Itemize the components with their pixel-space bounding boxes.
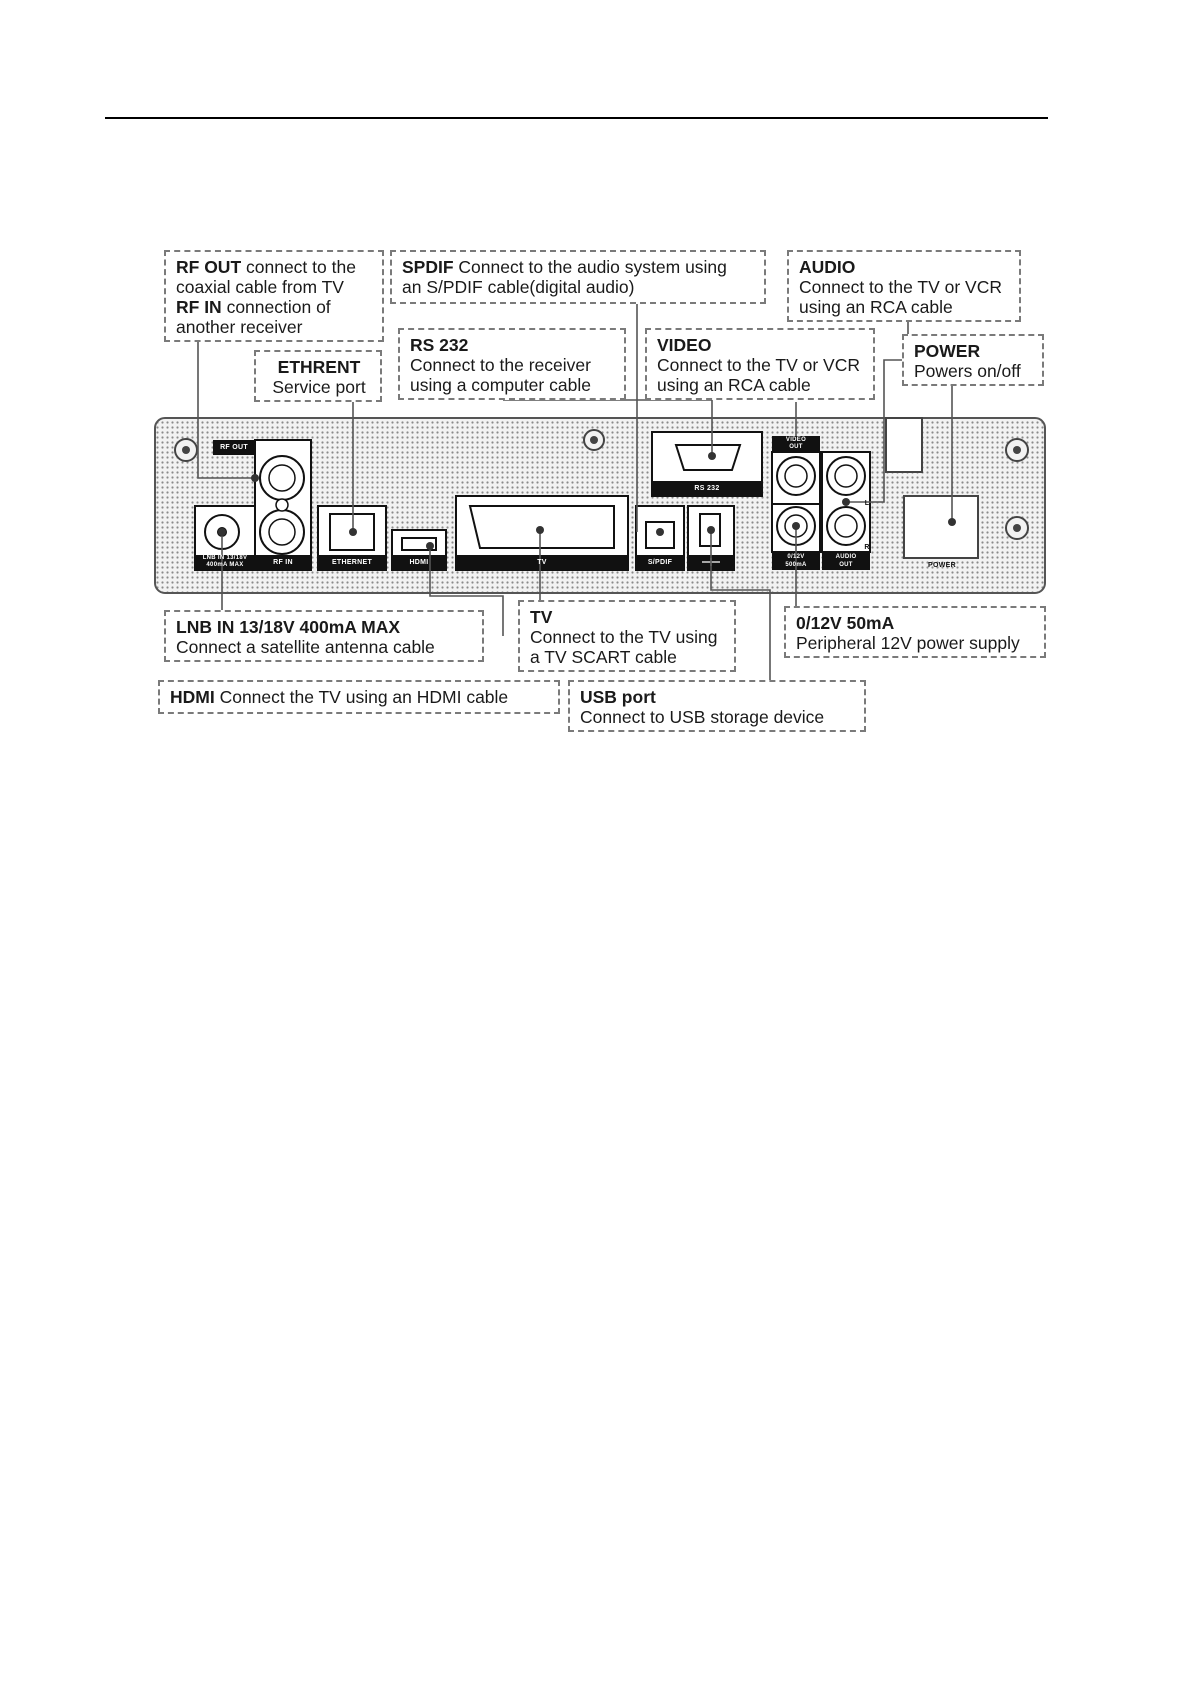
audio-desc-1: Connect to the TV or VCR [799, 277, 1002, 297]
callout-usb [568, 680, 866, 732]
tv-desc-2: a TV SCART cable [530, 647, 677, 667]
callout-audio [787, 250, 1021, 322]
audio-desc-2: using an RCA cable [799, 297, 953, 317]
rs232-desc-2: using a computer cable [410, 375, 591, 395]
rs232-desc-1: Connect to the receiver [410, 355, 591, 375]
callout-rf-line2: coaxial cable from TV [176, 277, 344, 297]
power-desc: Powers on/off [914, 361, 1021, 381]
callout-video [645, 328, 875, 400]
tv-label: TV [537, 559, 547, 566]
lnb-label [195, 555, 255, 569]
tv-title: TV [530, 607, 553, 627]
callout-tv [518, 600, 736, 672]
rf-in-title: RF IN [176, 297, 222, 317]
usb-desc: Connect to USB storage device [580, 707, 825, 727]
power-title: POWER [914, 341, 981, 361]
hdmi-label: HDMI [409, 559, 429, 566]
video-desc-2: using an RCA cable [657, 375, 811, 395]
rf-out-desc: connect to the [241, 257, 356, 277]
audio-l-label: L [864, 500, 870, 507]
v12-label-line1: 0/12V [787, 554, 805, 560]
rf-out-title: RF OUT [176, 257, 242, 277]
callout-rf-line3 [176, 297, 374, 317]
ethernet-desc: Service port [272, 377, 366, 397]
ethernet-title: ETHRENT [277, 357, 361, 377]
audio-title: AUDIO [799, 257, 856, 277]
spdif-title: SPDIF [402, 257, 454, 277]
rs232-label: RS 232 [694, 485, 720, 492]
lnb-label-line1: LNB IN 13/18V [202, 555, 248, 561]
rs232-title: RS 232 [410, 335, 469, 355]
callout-rs232 [398, 328, 626, 400]
hdmi-desc: Connect the TV using an HDMI cable [214, 687, 509, 707]
rf-out-label: RF OUT [220, 444, 248, 451]
callout-12v [784, 606, 1046, 658]
lnb-title: LNB IN 13/18V 400mA MAX [176, 617, 401, 637]
video-desc-1: Connect to the TV or VCR [657, 355, 860, 375]
spdif-label: S/PDIF [647, 559, 673, 566]
callout-ethernet [254, 350, 382, 402]
rf-in-label: RF IN [273, 559, 293, 566]
callout-spdif [390, 250, 766, 304]
hdmi-title: HDMI [170, 687, 215, 707]
v12-desc: Peripheral 12V power supply [796, 633, 1020, 653]
callout-rf [164, 250, 384, 342]
v12-label [772, 553, 820, 569]
v12-label-line2: 500mA [785, 562, 807, 568]
callout-power [902, 334, 1044, 386]
lnb-label-line2: 400mA MAX [206, 562, 244, 568]
callout-hdmi-line1 [170, 687, 550, 707]
callout-spdif-line1 [402, 257, 756, 277]
callout-rf-line4: another receiver [176, 317, 303, 337]
callout-spdif-line2: an S/PDIF cable(digital audio) [402, 277, 635, 297]
audio-out-label [822, 553, 870, 569]
lnb-desc: Connect a satellite antenna cable [176, 637, 435, 657]
v12-title: 0/12V 50mA [796, 613, 895, 633]
video-out-label [772, 437, 820, 451]
spdif-desc: Connect to the audio system using [453, 257, 727, 277]
tv-desc-1: Connect to the TV using [530, 627, 718, 647]
ethernet-label: ETHERNET [331, 559, 373, 566]
rf-in-desc: connection of [221, 297, 331, 317]
audio-out-label-line2: OUT [839, 562, 853, 568]
video-out-label-line2: OUT [789, 444, 803, 450]
audio-r-label: R [864, 544, 870, 551]
power-label: POWER [928, 562, 956, 569]
callout-hdmi [158, 680, 560, 714]
callout-lnb [164, 610, 484, 662]
audio-out-label-line1: AUDIO [835, 554, 857, 560]
video-out-label-line1: VIDEO [785, 437, 807, 443]
callout-rf-line1 [176, 257, 374, 277]
usb-title: USB port [580, 687, 656, 707]
video-title: VIDEO [657, 335, 712, 355]
